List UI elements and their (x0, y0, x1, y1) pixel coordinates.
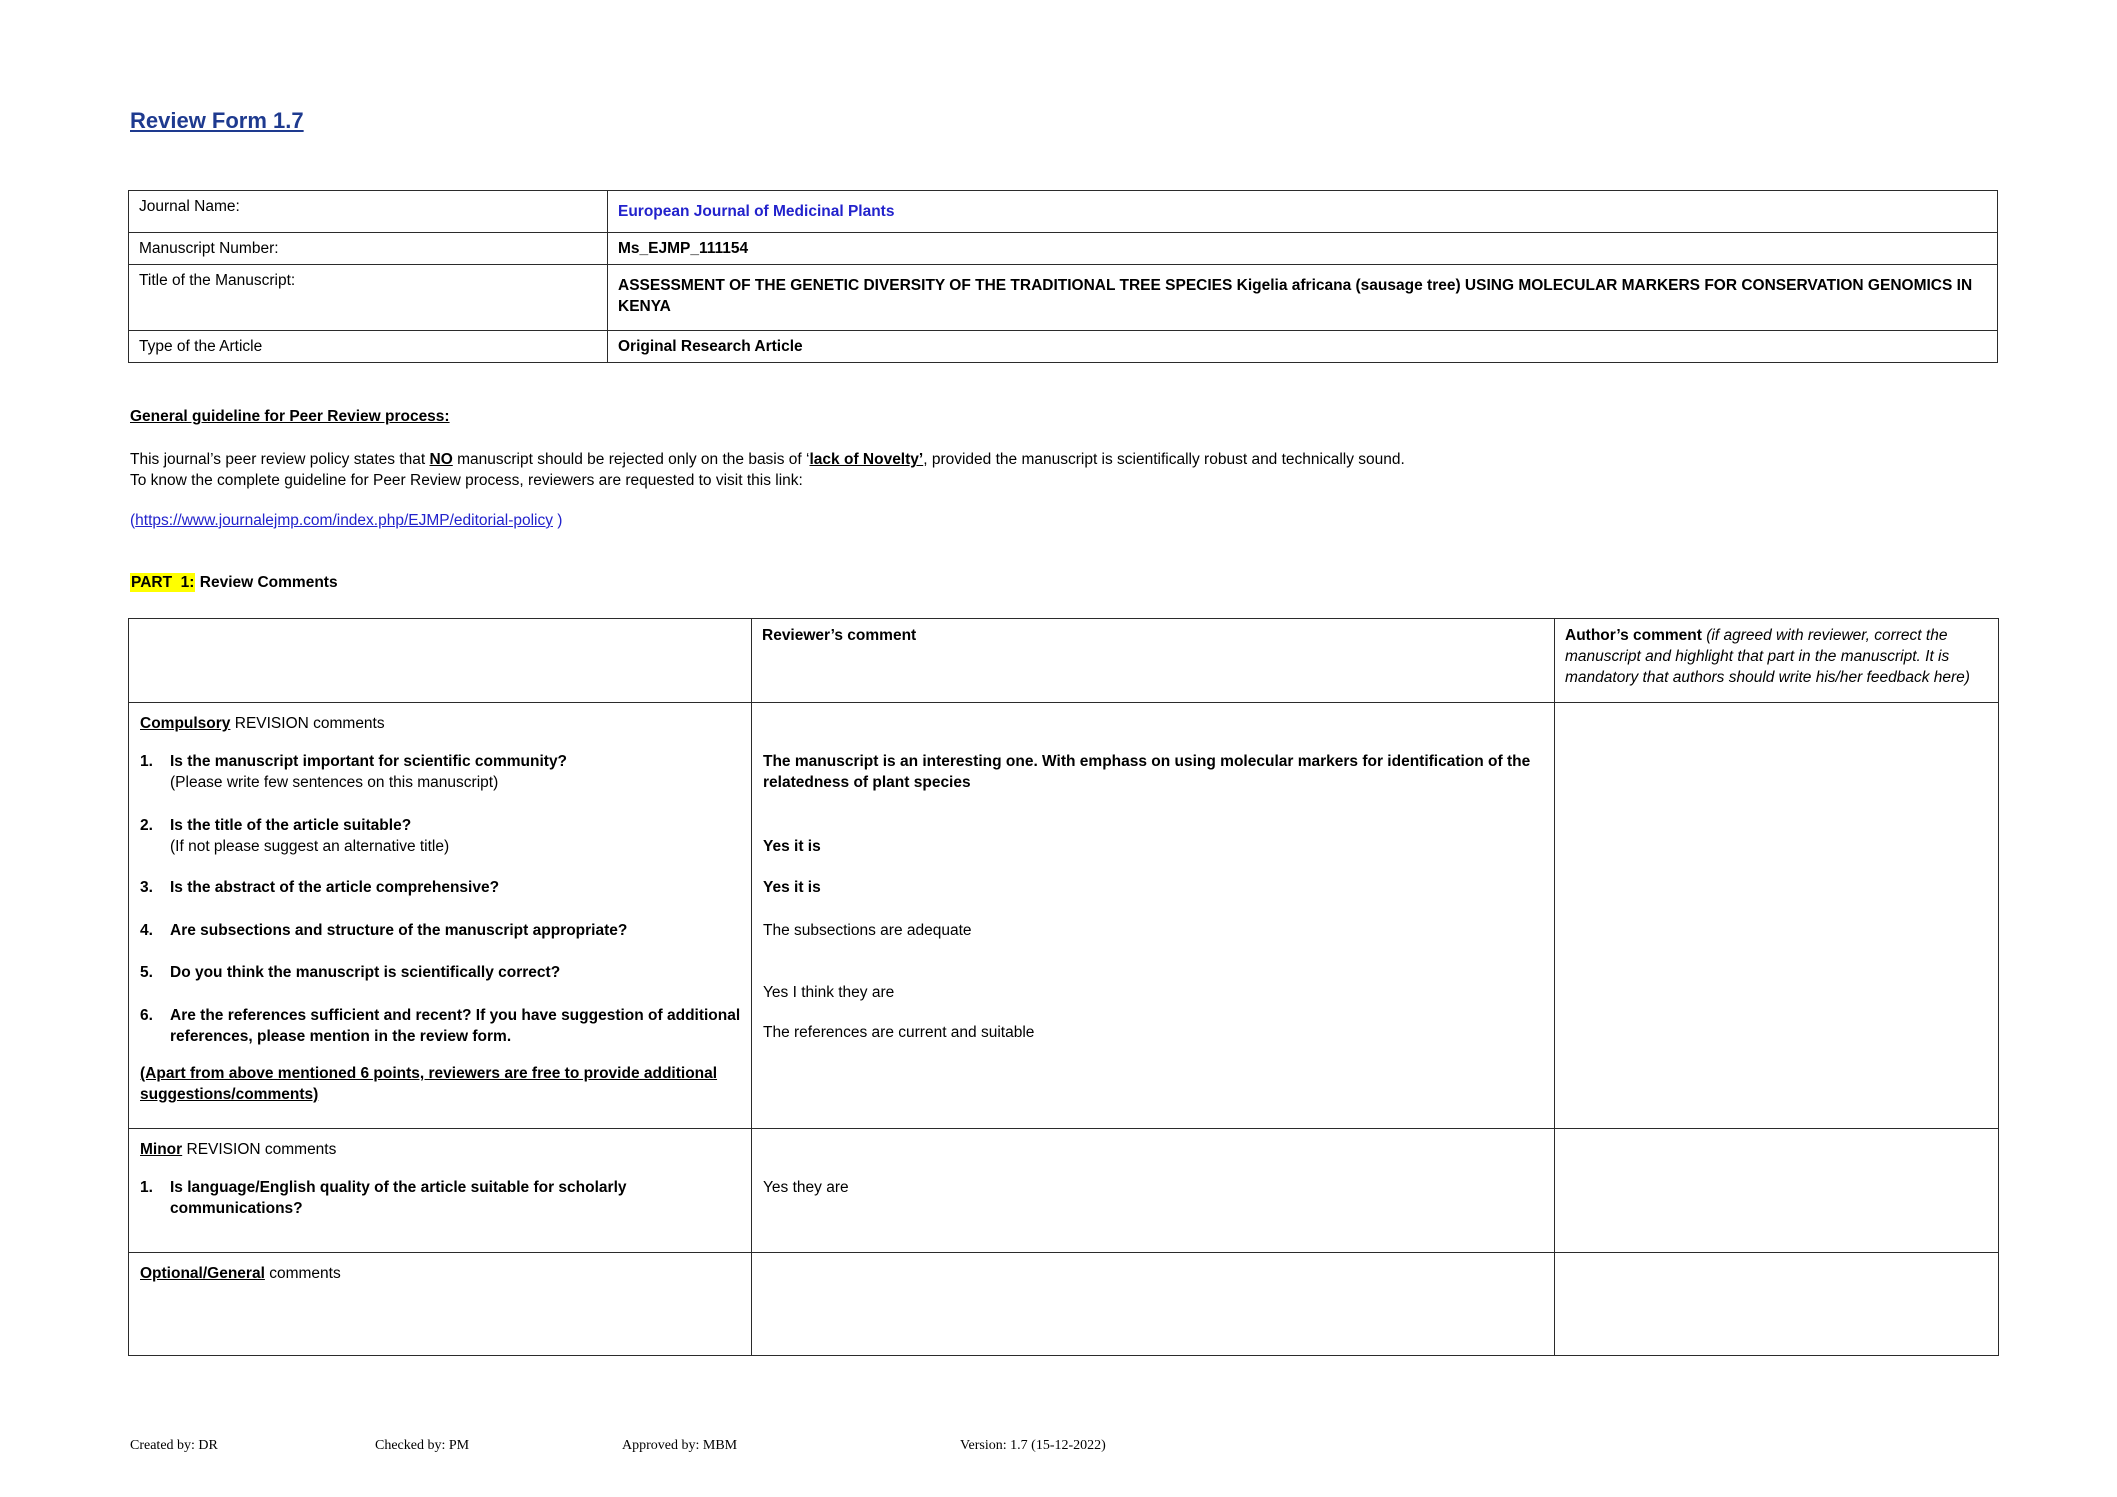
guideline-no-emphasis: NO (429, 451, 453, 468)
question-1: 1. Is the manuscript important for scientific community? (Please write few sentences on this manuscript) (140, 753, 568, 791)
journal-name-value: European Journal of Medicinal Plants (608, 191, 1998, 233)
compulsory-revision-row (129, 703, 1999, 1129)
minor-section-label: Minor REVISION comments (140, 1141, 337, 1158)
info-row-journal (129, 191, 1998, 233)
guideline-novelty-emphasis: lack of Novelty’ (809, 451, 924, 468)
guideline-text-3: , provided the manuscript is scientifically robust and technically sound. (923, 451, 1405, 468)
editorial-policy-link-line (130, 512, 562, 530)
reviewer-answer-6: The references are current and suitable (763, 1024, 1035, 1041)
footer-version: Version: 1.7 (15-12-2022) (960, 1438, 1106, 1453)
author-comment-header (1555, 619, 1999, 703)
manuscript-title-label: Title of the Manuscript: (129, 265, 608, 331)
question-4: 4. Are subsections and structure of the manuscript appropriate? (140, 922, 628, 939)
footer-checked-by: Checked by: PM (375, 1438, 470, 1453)
review-table-header-row (129, 619, 1999, 703)
question-1-hint: (Please write few sentences on this manuscript) (170, 774, 499, 791)
manuscript-info-table (128, 190, 1998, 363)
part1-heading (130, 574, 338, 592)
question-3: 3. Is the abstract of the article comprehensive? (140, 879, 500, 896)
minor-revision-row (129, 1129, 1999, 1253)
compulsory-section-label: Compulsory REVISION comments (140, 715, 385, 732)
optional-author-comment-cell (1555, 1253, 1999, 1356)
minor-question-1: 1. Is language/English quality of the article suitable for scholarly communications? (140, 1179, 627, 1217)
part1-badge: PART 1: (131, 574, 195, 591)
reviewer-answer-3: Yes it is (763, 879, 821, 896)
link-open-paren: ( (130, 512, 136, 529)
manuscript-title-value: ASSESSMENT OF THE GENETIC DIVERSITY OF THE TRADITIONAL TREE SPECIES Kigelia africana (sausage tree) USING MOLECULAR MARKERS FOR CONSERVATION GENOMICS IN KENYA (608, 265, 1998, 331)
compulsory-questions-cell (129, 703, 752, 1129)
optional-reviewer-cell (752, 1253, 1555, 1356)
editorial-policy-link[interactable]: https://www.journalejmp.com/index.php/EJMP/editorial-policy (135, 512, 553, 529)
info-row-manuscript-number (129, 233, 1998, 265)
reviewer-answer-2: Yes it is (763, 838, 821, 855)
table-corner-cell (129, 619, 752, 703)
part1-heading-text: Review Comments (195, 574, 338, 591)
optional-comments-cell (129, 1253, 752, 1356)
guideline-heading: General guideline for Peer Review process: (130, 408, 450, 425)
minor-reviewer-answers-cell (752, 1129, 1555, 1253)
info-row-title (129, 265, 1998, 331)
article-type-value: Original Research Article (608, 331, 1998, 363)
question-2: 2. Is the title of the article suitable? (If not please suggest an alternative title) (140, 817, 450, 855)
reviewer-answer-5: Yes I think they are (763, 984, 895, 1001)
question-5: 5. Do you think the manuscript is scientifically correct? (140, 964, 561, 981)
journal-name-label: Journal Name: (129, 191, 608, 233)
info-row-article-type (129, 331, 1998, 363)
author-comment-header-note: (if agreed with reviewer, correct the manuscript and highlight that part in the manuscript. It is mandatory that authors should write his/her feedback here) (1565, 627, 1970, 686)
minor-author-comment-cell (1555, 1129, 1999, 1253)
guideline-paragraph (130, 449, 1405, 491)
guideline-text-4: To know the complete guideline for Peer Review process, reviewers are requested to visit this link: (130, 472, 803, 489)
manuscript-number-value: Ms_EJMP_111154 (608, 233, 1998, 265)
footer-approved-by: Approved by: MBM (622, 1438, 738, 1453)
page-title: Review Form 1.7 (130, 108, 304, 133)
optional-section-label: Optional/General comments (140, 1265, 341, 1282)
author-comment-header-bold: Author’s comment (1565, 627, 1707, 644)
compulsory-reviewer-answers-cell (752, 703, 1555, 1129)
footer-created-by: Created by: DR (130, 1438, 218, 1453)
compulsory-footnote: (Apart from above mentioned 6 points, reviewers are free to provide additional suggestions/comments) (140, 1065, 718, 1103)
reviewer-comment-header: Reviewer’s comment (752, 619, 1555, 703)
article-type-label: Type of the Article (129, 331, 608, 363)
minor-questions-cell (129, 1129, 752, 1253)
compulsory-author-comment-cell (1555, 703, 1999, 1129)
review-comments-table (128, 618, 1999, 1356)
manuscript-number-label: Manuscript Number: (129, 233, 608, 265)
question-6: 6. Are the references sufficient and recent? If you have suggestion of additional references, please mention in the review form. (140, 1007, 741, 1045)
link-close-paren: ) (553, 512, 563, 529)
minor-answer-1: Yes they are (763, 1179, 849, 1196)
reviewer-answer-1: The manuscript is an interesting one. With emphass on using molecular markers for identification of the relatedness of plant species (763, 753, 1531, 791)
question-2-hint: (If not please suggest an alternative title) (170, 838, 450, 855)
reviewer-answer-4: The subsections are adequate (763, 922, 972, 939)
optional-comments-row (129, 1253, 1999, 1356)
guideline-text-1: This journal’s peer review policy states that (130, 451, 430, 468)
guideline-text-2: manuscript should be rejected only on the basis of ‘ (452, 451, 810, 468)
